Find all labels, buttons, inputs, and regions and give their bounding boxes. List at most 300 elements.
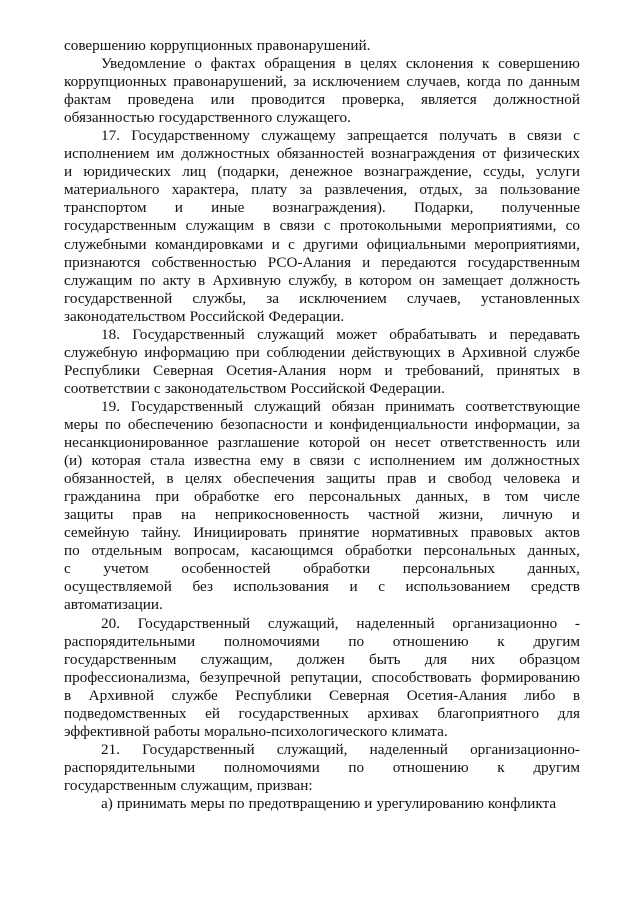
text-line (64, 524, 580, 542)
word: служебную (64, 343, 138, 361)
word: особенностей (181, 560, 271, 578)
word: требований, (405, 361, 484, 379)
word: данных, (415, 488, 469, 506)
text-line (64, 73, 580, 91)
word: в (447, 343, 455, 361)
word: отдельным (91, 542, 163, 560)
word: в (344, 271, 352, 289)
word: отношению (392, 632, 469, 650)
word: РСО-Алания (267, 253, 352, 271)
word: распорядительными (64, 632, 196, 650)
word: от (482, 145, 497, 163)
word: или (556, 434, 580, 452)
word: транспортом (64, 199, 147, 217)
text-line (64, 560, 580, 578)
word: совершению (498, 55, 580, 73)
word: государственного (158, 109, 273, 127)
word: организационно (452, 614, 558, 632)
word: архивах (367, 704, 419, 722)
word: к (497, 632, 505, 650)
word: характера, (171, 181, 239, 199)
word: официальными (366, 235, 466, 253)
word: должность (510, 271, 580, 289)
word: по (348, 758, 365, 776)
word: (и) (64, 452, 83, 470)
word: и (362, 253, 371, 271)
text-line (64, 37, 580, 55)
word: свобод (447, 470, 492, 488)
word: Инициировать (193, 524, 287, 542)
word: государственным (64, 776, 177, 794)
text-line (64, 127, 580, 145)
word: он (419, 271, 435, 289)
word: должностных (181, 145, 270, 163)
text-line (64, 217, 580, 235)
word: развлечения, (324, 181, 408, 199)
word: материального (64, 181, 160, 199)
word: другими (303, 235, 359, 253)
word: обрабатывать (389, 325, 477, 343)
word: установленных (480, 289, 580, 307)
word: при (155, 488, 180, 506)
word: отношению (392, 758, 469, 776)
word: государственным (64, 217, 177, 235)
text-line (64, 741, 580, 759)
word: Республики (64, 361, 141, 379)
word: Осетия-Алания (226, 361, 327, 379)
word: безупречной (199, 668, 281, 686)
word: данных, (527, 560, 580, 578)
word: учетом (103, 560, 149, 578)
word: использованием (405, 578, 511, 596)
word: Государственный (132, 325, 245, 343)
word: в (572, 361, 580, 379)
word: когда (466, 73, 501, 91)
word: защиты (326, 470, 376, 488)
word: них (471, 650, 496, 668)
word: ему (259, 452, 284, 470)
text-line (64, 326, 580, 344)
word: наделенный (356, 614, 435, 632)
word: должностных (491, 452, 580, 470)
word: которая (91, 452, 141, 470)
word: физических (503, 145, 580, 163)
word: климата. (391, 722, 448, 740)
word: к (482, 55, 490, 73)
word: гражданина (64, 488, 141, 506)
text-line (64, 272, 580, 290)
word: с (573, 127, 580, 145)
word: вознаграждения). (272, 199, 386, 217)
word: принятых (496, 361, 561, 379)
word: в (263, 217, 271, 235)
text-line (64, 308, 580, 326)
word: служащему (261, 127, 336, 145)
word: обработке (194, 488, 260, 506)
word: службы, (192, 289, 247, 307)
text-line (64, 470, 580, 488)
text-line (64, 290, 580, 308)
text-line (64, 669, 580, 687)
word: командировками (154, 235, 264, 253)
word: исключением (299, 289, 387, 307)
word: соблюдении (266, 343, 346, 361)
word: передавать (509, 325, 580, 343)
text-line (64, 705, 580, 723)
word: исполнением (64, 145, 150, 163)
text-line (64, 542, 580, 560)
word: служащий (253, 397, 321, 415)
word: безопасности (220, 415, 308, 433)
word: в (508, 127, 516, 145)
word: конфликта (487, 794, 557, 812)
word: предотвращению (248, 794, 361, 812)
word: целях (360, 55, 398, 73)
word: собственностью (151, 253, 257, 271)
word: связи (279, 217, 315, 235)
word: которой (308, 434, 361, 452)
word: быть (369, 650, 401, 668)
word: мероприятиями, (474, 235, 580, 253)
word: с (378, 578, 385, 596)
word: и (349, 578, 358, 596)
word: организационно- (470, 740, 580, 758)
word: морально-психологического (204, 722, 388, 740)
word: обеспечения (233, 470, 315, 488)
text-line (64, 578, 580, 596)
word: за (567, 415, 580, 433)
word: к (497, 758, 505, 776)
word: служащий, (276, 740, 348, 758)
word: принимать (385, 397, 455, 415)
word: урегулированию (376, 794, 484, 812)
word: Государственный (137, 614, 251, 632)
word: иные (211, 199, 245, 217)
word: передаются (381, 253, 457, 271)
word: личную (502, 506, 553, 524)
word: должен (296, 650, 345, 668)
text-line (64, 633, 580, 651)
word: Северная (328, 686, 390, 704)
text-line (64, 344, 580, 362)
word: ссуды, (483, 163, 525, 181)
text-line (64, 91, 580, 109)
word: на (181, 506, 196, 524)
text-line (64, 795, 580, 813)
word: мероприятиями, (450, 217, 557, 235)
word: 21. (101, 740, 120, 758)
word: распорядительными (64, 758, 196, 776)
word: персональных (402, 560, 495, 578)
word: им (156, 145, 175, 163)
text-line (64, 615, 580, 633)
word: числе (543, 488, 580, 506)
word: и (571, 470, 580, 488)
word: фактах (210, 55, 256, 73)
word: им (464, 452, 483, 470)
word: по (105, 415, 121, 433)
word: целях (185, 470, 223, 488)
word: с (353, 452, 361, 470)
word: обязанностей, (64, 470, 155, 488)
word: человека (503, 470, 561, 488)
word: службу, (288, 271, 338, 289)
word: он (369, 434, 386, 452)
word: и (64, 163, 73, 181)
word: Подарки, (413, 199, 474, 217)
word: эффективной (64, 722, 150, 740)
word: плату (251, 181, 288, 199)
text-line (64, 434, 580, 452)
word: Государственному (131, 127, 250, 145)
word: с (323, 217, 331, 235)
word: ей (205, 704, 220, 722)
word: склонения (405, 55, 474, 73)
word: Архивной (88, 686, 154, 704)
word: коррупционных (149, 37, 253, 54)
text-line (64, 416, 580, 434)
word: за (474, 181, 488, 199)
word: по (507, 73, 524, 91)
word: правовых (470, 524, 533, 542)
word: Северная (153, 361, 214, 379)
word: и (271, 235, 280, 253)
word: и (571, 506, 580, 524)
word: несет (395, 434, 431, 452)
word: денежное (290, 163, 353, 181)
word: служащим, (180, 776, 253, 794)
word: нормативных (371, 524, 459, 542)
word: может (336, 325, 377, 343)
word: получать (439, 127, 498, 145)
word: известна (194, 452, 251, 470)
word: со (565, 217, 580, 235)
word: обязанностей (276, 145, 364, 163)
word: в (166, 470, 174, 488)
word: служащий, (267, 614, 339, 632)
word: работы (153, 722, 201, 740)
text-line (64, 506, 580, 524)
word: правонарушений. (256, 37, 371, 54)
word: пользование (499, 181, 580, 199)
text-line (64, 109, 580, 127)
word: разглашение (217, 434, 300, 452)
word: должностной (493, 91, 580, 109)
word: 19. (101, 397, 120, 415)
word: служащий (257, 325, 325, 343)
text-line (64, 181, 580, 199)
word: действующих (351, 343, 441, 361)
word: неприкосновенность (214, 506, 350, 524)
word: правонарушений, (173, 73, 287, 91)
word: и (314, 415, 323, 433)
text-line (64, 687, 580, 705)
word: Уведомление (101, 55, 186, 73)
word: лиц (182, 163, 207, 181)
word: Республики (235, 686, 312, 704)
word: по (228, 794, 245, 812)
word: 17. (101, 127, 120, 145)
word: меры (190, 794, 225, 812)
word: в (344, 55, 352, 73)
word: услуги (536, 163, 580, 181)
word: проверка, (341, 91, 405, 109)
word: по (348, 632, 365, 650)
word: данных, (527, 542, 580, 560)
word: благоприятного (437, 704, 540, 722)
word: том (504, 488, 529, 506)
word: в (572, 686, 580, 704)
word: персональных (423, 542, 516, 560)
word: служащим, (200, 650, 273, 668)
word: обязанностью (64, 109, 155, 127)
word: обработки (345, 542, 412, 560)
word: прав (132, 506, 163, 524)
word: совершению (64, 37, 146, 54)
word: норм (338, 361, 372, 379)
text-line (64, 452, 580, 470)
word: обязан (331, 397, 375, 415)
word: средств (530, 578, 580, 596)
word: законодательством (64, 307, 186, 325)
word: за (293, 73, 306, 91)
text-line (64, 596, 580, 614)
word: - (574, 614, 580, 632)
word: и (174, 199, 183, 217)
word: Федерации. (369, 379, 445, 397)
text-line (64, 398, 580, 416)
word: полномочиями (223, 758, 320, 776)
word: связи (309, 452, 345, 470)
word: случаев, (406, 73, 461, 91)
text-line (64, 777, 580, 795)
word: службе (171, 686, 218, 704)
word: за (266, 289, 279, 307)
text-line (64, 759, 580, 777)
word: Государственный (130, 397, 244, 415)
word: служащим (64, 271, 133, 289)
word: 18. (101, 325, 120, 343)
word: в (483, 488, 491, 506)
word: и (489, 325, 498, 343)
word: Осетия-Алания (406, 686, 507, 704)
word: способствовать (371, 668, 472, 686)
text-line (64, 362, 580, 380)
word: вознаграждения (370, 145, 476, 163)
word: юридических (83, 163, 171, 181)
word: коррупционных (64, 73, 167, 91)
text-line (64, 651, 580, 669)
word: признаются (64, 253, 141, 271)
word: информацию (144, 343, 230, 361)
word: фактам (64, 91, 111, 109)
word: (подарки, (217, 163, 280, 181)
word: другим (533, 758, 580, 776)
word: конфиденциальности (329, 415, 468, 433)
word: государственным (64, 650, 177, 668)
word: случаев, (406, 289, 461, 307)
word: использования (233, 578, 329, 596)
word: принятие (299, 524, 360, 542)
word: персональных (308, 488, 402, 506)
word: его (273, 488, 295, 506)
word: жизни, (438, 506, 484, 524)
word: государственной (64, 289, 173, 307)
word: служащим (185, 217, 254, 235)
word: информации, (474, 415, 561, 433)
word: стала (150, 452, 185, 470)
word: несанкционированное (64, 434, 209, 452)
text-line (64, 236, 580, 254)
word: ответственность (440, 434, 547, 452)
word: соответствующие (465, 397, 580, 415)
word: актов (544, 524, 580, 542)
word: для (557, 704, 580, 722)
word: законодательством (164, 379, 287, 397)
word: в (64, 686, 72, 704)
word: государственных (238, 704, 349, 722)
word: исключением (312, 73, 400, 91)
word: о (194, 55, 202, 73)
word: в (293, 452, 301, 470)
word: замещает (442, 271, 503, 289)
word: связи (527, 127, 562, 145)
word: прав (386, 470, 417, 488)
word: Российской (290, 379, 366, 397)
document-body (64, 37, 580, 813)
word: государственным (467, 253, 580, 271)
word: с (288, 235, 295, 253)
word: котором (359, 271, 412, 289)
text-line (64, 488, 580, 506)
word: и (384, 361, 393, 379)
word: либо (524, 686, 556, 704)
word: Российской (189, 307, 265, 325)
word: касающимся (251, 542, 334, 560)
word: образцом (519, 650, 580, 668)
text-line (64, 163, 580, 181)
word: протокольными (339, 217, 442, 235)
word: наделенный (369, 740, 448, 758)
word: при (235, 343, 260, 361)
word: осуществляемой (64, 578, 172, 596)
word: полномочиями (223, 632, 320, 650)
word: вознаграждение, (364, 163, 472, 181)
word: за (299, 181, 313, 199)
word: без (192, 578, 213, 596)
word: по (139, 271, 156, 289)
word: репутации, (290, 668, 363, 686)
word: частной (368, 506, 420, 524)
word: защиты (64, 506, 114, 524)
word: Государственный (142, 740, 255, 758)
word: запрещается (347, 127, 428, 145)
word: обеспечению (127, 415, 214, 433)
word: по (64, 542, 80, 560)
word: вопросам, (173, 542, 240, 560)
word: автоматизации. (64, 596, 163, 614)
text-line (64, 723, 580, 741)
word: служебными (64, 235, 147, 253)
word: семейную (64, 524, 130, 542)
word: призван: (256, 776, 313, 794)
word: подведомственных (64, 704, 187, 722)
text-line (64, 199, 580, 217)
word: службе (533, 343, 580, 361)
word: меры (64, 415, 99, 433)
word: отдых, (419, 181, 463, 199)
word: тайну. (141, 524, 182, 542)
